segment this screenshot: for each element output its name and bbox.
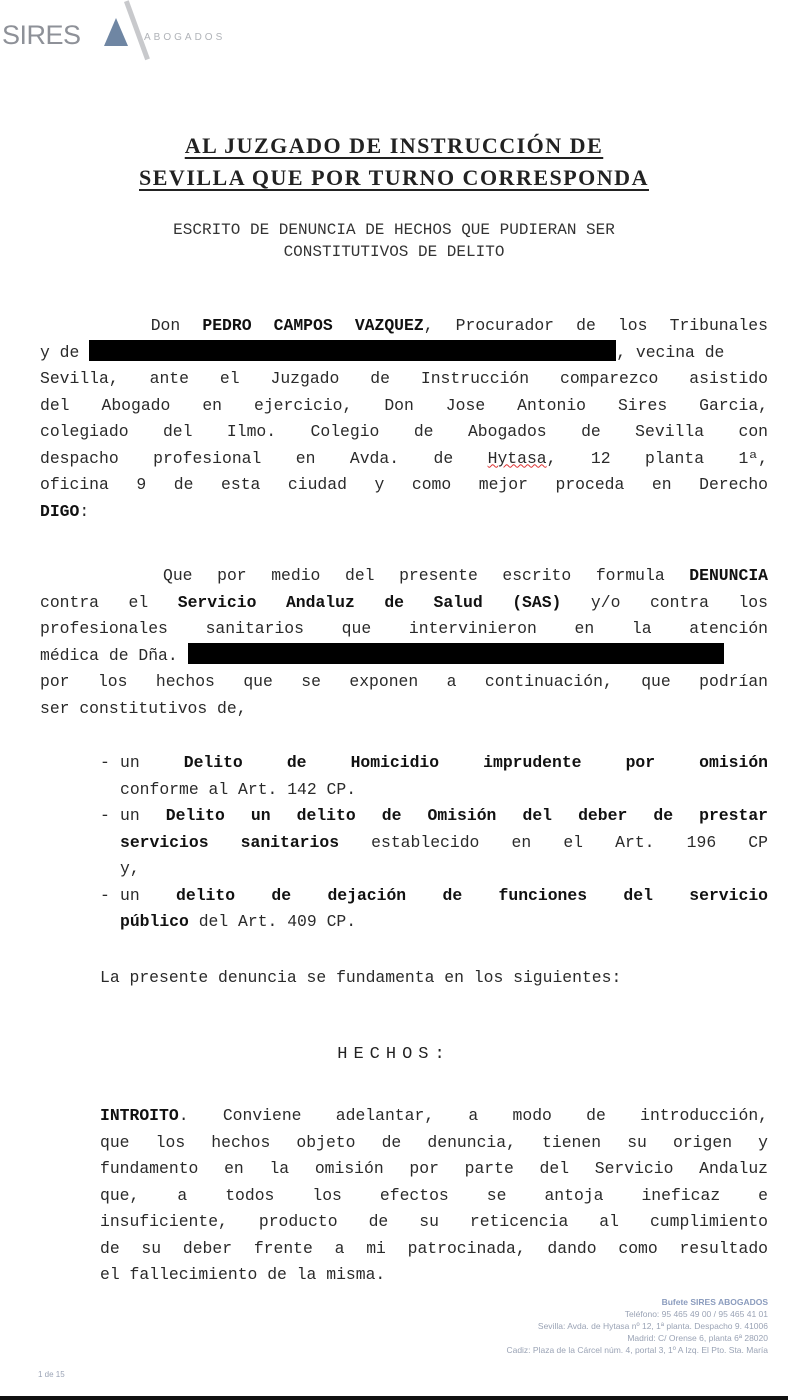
document-subtitle-line-1: ESCRITO DE DENUNCIA DE HECHOS QUE PUDIERAN SER [173,221,615,239]
firm-logo [0,0,260,70]
procurador-name: PEDRO CAMPOS VAZQUEZ [202,316,424,335]
footer-cadiz-address: Cadiz: Plaza de la Cárcel núm. 4, portal 3, 1º A Izq. El Pto. Sta. María [506,1345,768,1355]
footer-sevilla-address: Sevilla: Avda. de Hytasa nº 12, 1ª planta. Despacho 9. 41006 [537,1321,768,1331]
document-title-line-2: SEVILLA QUE POR TURNO CORRESPONDA [139,165,649,190]
denuncia-paragraph: Que por medio del presente escrito formula DENUNCIA contra el Servicio Andaluz de Salud (SAS) y/o contra los profesionales sanitarios que intervinieron en la atención médica de Dña. por los hechos que se exponen a continuación, que podrían ser constitutivos de, [40,566,768,718]
logo-wordmark: SIRES [2,20,81,50]
footer-firm-name: Bufete SIRES ABOGADOS [661,1297,768,1307]
document-title-line-1: AL JUZGADO DE INSTRUCCIÓN DE [184,133,604,158]
spellcheck-word: Hytasa [487,448,547,468]
logo-triangle-icon [104,18,128,46]
list-item: - un Delito de Homicidio imprudente por omisión conforme al Art. 142 CP. [100,753,768,799]
footer-phone: Teléfono: 95 465 49 00 / 95 465 41 01 [624,1309,768,1319]
document-subtitle-line-2: CONSTITUTIVOS DE DELITO [283,243,505,261]
firm-contact-footer [506,1296,768,1356]
fundamenta-line: La presente denuncia se fundamenta en los siguientes: [100,968,622,987]
redaction-block [188,643,724,664]
hechos-heading: HECHOS: [337,1045,451,1064]
list-item: - un Delito un delito de Omisión del deber de prestar servicios sanitarios establecido en el Art. 196 CP y, [100,806,768,878]
list-item: - un delito de dejación de funciones del servicio público del Art. 409 CP. [100,885,768,931]
page-number: 1 de 15 [38,1370,65,1379]
redaction-block [89,340,616,361]
page-bottom-border [0,1396,788,1400]
introito-paragraph: INTROITO. Conviene adelantar, a modo de introducción, que los hechos objeto de denuncia, tienen su origen y fundamento en la omisión por parte del Servicio Andaluz que, a todos los efectos se antoja ineficaz e insuficiente, producto de su reticencia al cumplimiento de su deber frente a mi patrocinada, dando como resultado el fallecimiento de la misma. [100,1106,768,1284]
crimes-list [100,750,768,936]
logo-suffix: ABOGADOS [144,32,226,43]
intro-paragraph: Don PEDRO CAMPOS VAZQUEZ, Procurador de los Tribunales y de , vecina de Sevilla, ante el Juzgado de Instrucción comparezco asistido del Abogado en ejercicio, Don Jose Antonio Sires Garcia, colegiado del Ilmo. Colegio de Abogados de Sevilla con despacho profesional en Avda. de Hytasa, 12 planta 1ª, oficina 9 de esta ciudad y como mejor proceda en Derecho DIGO: [40,316,768,521]
footer-madrid-address: Madrid: C/ Orense 6, planta 6ª 28020 [627,1333,768,1343]
